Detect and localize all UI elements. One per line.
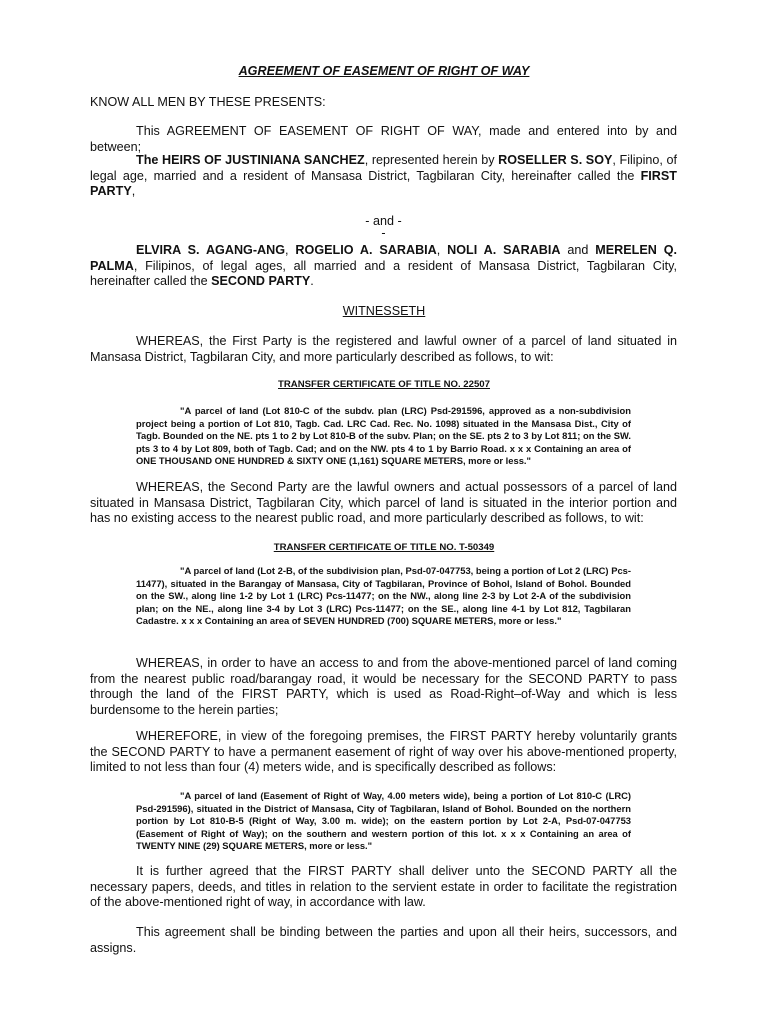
whereas-third-paragraph: WHEREAS, in order to have an access to and from the above-mentioned parcel of land coming from the nearest public road/barangay road, it would be necessary for the SECOND PARTY to pass through the land of the FIRST PARTY, which is used as Road-Right–of-Way and which is less burdensome to the herein parties; (90, 656, 677, 717)
intro-paragraph: This AGREEMENT OF EASEMENT OF RIGHT OF WAY, made and entered into by and between; (90, 124, 677, 154)
easement-description: "A parcel of land (Easement of Right of Way, 4.00 meters wide), being a portion of Lot 810-C (LRC) Psd-291596), situated in the District of Mansasa, City of Tagbilaran, Island of Bohol. Bounded on the northern portion by Lot 810-B-5 (Right of Way, 3.00 m. wide); on the eastern portion by Lot 2-A, Psd-07-047753 (Easement of Right of Way); on the southern and western portion of this lot. x x x Containing an area of TWENTY NINE (29) SQUARE METERS, more or less." (136, 790, 631, 852)
whereas-second-paragraph: WHEREAS, the Second Party are the lawful owners and actual possessors of a parcel of land situated in Mansasa District, Tagbilaran City, which parcel of land is situated in the interior portion and has no existing access to the nearest public road, and more particularly described as follows, to wit: (90, 480, 677, 525)
first-party-label: FIRST PARTY (90, 168, 677, 198)
second-party-sep-2: , (436, 243, 448, 257)
first-party-name: The HEIRS OF JUSTINIANA SANCHEZ (136, 153, 365, 167)
tct-t50349-description: "A parcel of land (Lot 2-B, of the subdivision plan, Psd-07-047753, being a portion of Lot 2 (LRC) Pcs-11477), situated in the Barangay of Mansasa, City of Tagbilaran, Province of Bohol, Island of Bohol. Bounded on the SW., along line 1-2 by Lot 1 (LRC) Pcs-11477; on the NW., along line 2-3 by Lot 2-A of the subdivision plan; on the NE., along line 3-4 by Lot 3 (LRC) Pcs-11477; on the SE., along line 4-1 by Lot 812, Tagbilaran Cadastre. x x x Containing an area of SEVEN HUNDRED (700) SQUARE METERS, more or less." (136, 565, 631, 627)
wherefore-paragraph: WHEREFORE, in view of the foregoing premises, the FIRST PARTY hereby voluntarily grants the SECOND PARTY to have a permanent easement of right of way over his above-mentioned property, limited to not less than four (4) meters wide, and is specifically described as follows: (90, 729, 677, 774)
tct-22507-description: "A parcel of land (Lot 810-C of the subdv. plan (LRC) Psd-291596, approved as a non-subdivision project being a portion of Lot 810, Tagb. Cad. LRC Cad. Rec. No. 1098) situated in the Mansasa Dist., City of Tagb. Bounded on the NE. pts 1 to 2 by Lot 810-B of the subv. Plan; on the SE. pts 2 to 3 by Lot 811; on the SW. pts 3 to 4 by Lot 809, both of Tagb. Cad; and on the NW. pts 4 to 1 by Barrio Road. x x x Containing an area of ONE THOUSAND ONE HUNDRED & SIXTY ONE (1,161) SQUARE METERS, more or less." (136, 405, 631, 467)
binding-paragraph: This agreement shall be binding between the parties and upon all their heirs, successors, and assigns. (90, 925, 677, 955)
second-party-name-1: ELVIRA S. AGANG-ANG (136, 243, 286, 257)
know-all-heading: KNOW ALL MEN BY THESE PRESENTS: (90, 95, 326, 109)
first-party-representative: ROSELLER S. SOY (498, 153, 613, 167)
first-party-text-1: , represented herein by (364, 153, 499, 167)
first-party-paragraph (90, 153, 677, 200)
second-party-end: . (310, 274, 314, 288)
tct-22507-title: TRANSFER CERTIFICATE OF TITLE NO. 22507 (278, 379, 490, 390)
dash-separator: - (381, 226, 386, 240)
tct-t50349-title: TRANSFER CERTIFICATE OF TITLE NO. T-50349 (273, 542, 495, 553)
and-separator: - and - (365, 214, 402, 228)
second-party-name-4: MERELEN Q. PALMA (90, 243, 678, 273)
second-party-sep-1: , (285, 243, 296, 257)
second-party-sep-3: and (560, 243, 596, 257)
first-party-end: , (131, 184, 136, 198)
second-party-name-3: NOLI A. SARABIA (447, 243, 561, 257)
second-party-text: , Filipinos, of legal ages, all married and a resident of Mansasa District, Tagbilaran City, hereinafter called the (90, 258, 677, 288)
first-party-text-2: , Filipino, of legal age, married and a resident of Mansasa District, Tagbilaran City, hereinafter called the (90, 153, 677, 183)
second-party-name-2: ROGELIO A. SARABIA (295, 243, 437, 257)
witnesseth-heading: WITNESSETH (342, 304, 426, 318)
second-party-label: SECOND PARTY (211, 274, 311, 288)
second-party-paragraph (90, 243, 677, 290)
whereas-first-paragraph: WHEREAS, the First Party is the registered and lawful owner of a parcel of land situated in Mansasa District, Tagbilaran City, and more particularly described as follows, to wit: (90, 334, 677, 364)
further-agreed-paragraph: It is further agreed that the FIRST PARTY shall deliver unto the SECOND PARTY all the necessary papers, deeds, and titles in relation to the servient estate in order to facilitate the registration of the above-mentioned right of way, in accordance with law. (90, 864, 677, 909)
document-title: AGREEMENT OF EASEMENT OF RIGHT OF WAY (238, 64, 530, 78)
